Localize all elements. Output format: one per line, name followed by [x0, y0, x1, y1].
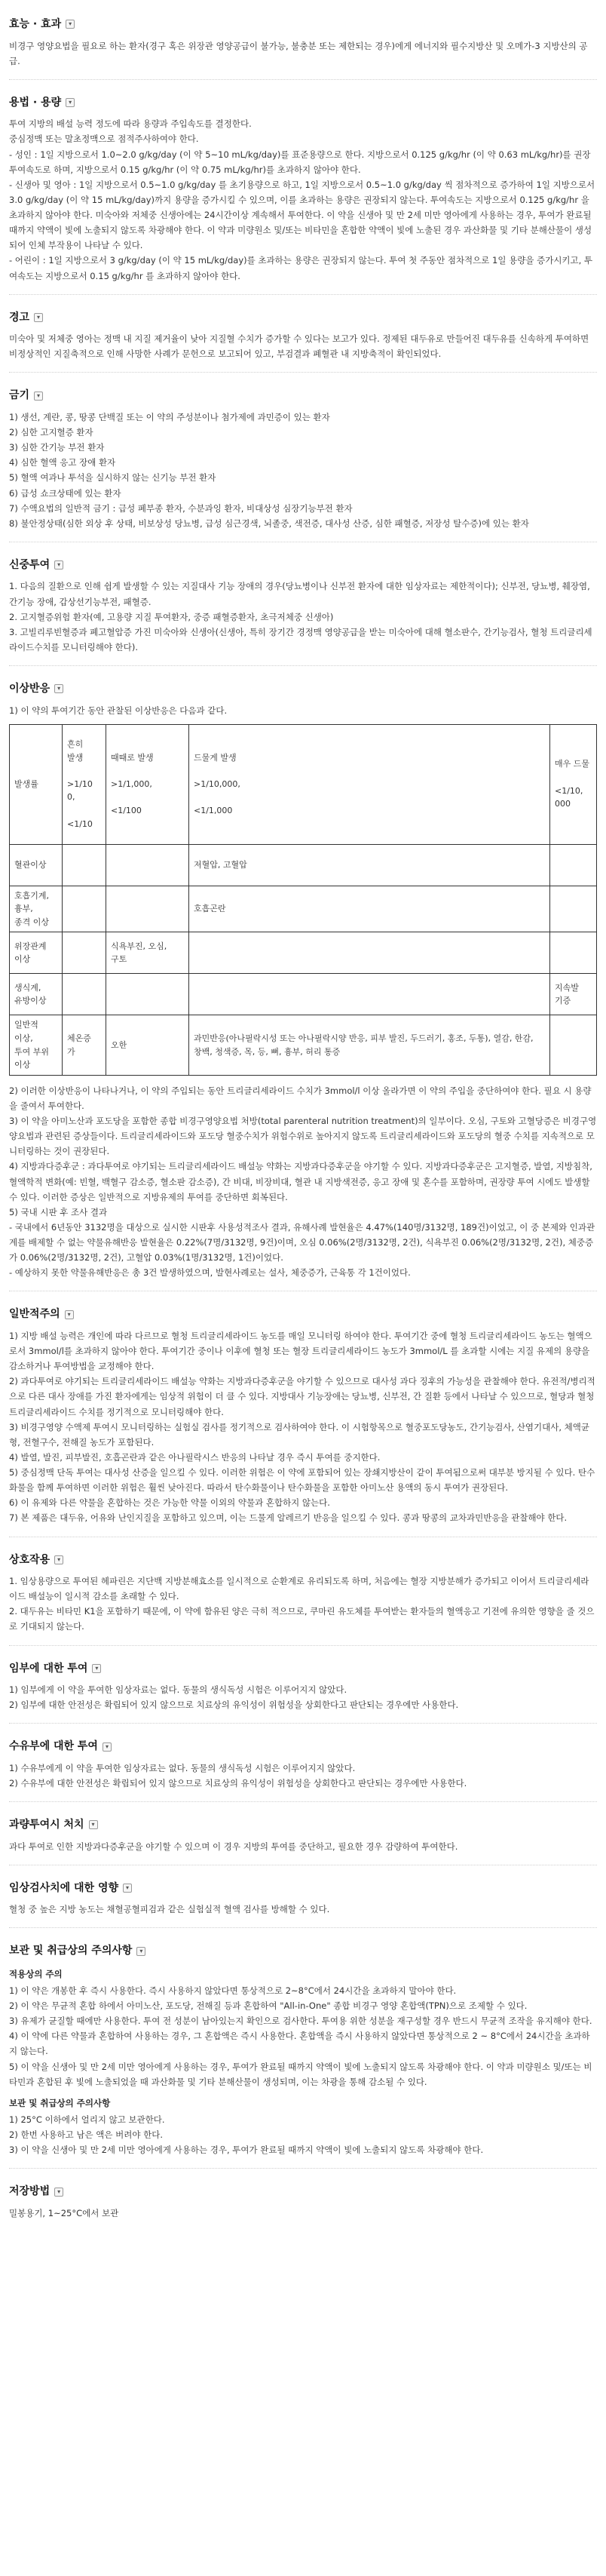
collapse-toggle-icon[interactable]: ▾ [123, 1884, 132, 1893]
section-title: 경고 [9, 311, 30, 324]
table-cell [550, 932, 597, 974]
section-lines [9, 579, 597, 655]
section-dosage [9, 84, 597, 295]
table-row-label: 호흡기계, 흉부, 종격 이상 [10, 886, 63, 932]
text-line: 7) 수액요법의 일반적 금기 : 급성 폐부종 환자, 수분과잉 환자, 비대상성 심장기능부전 환자 [9, 502, 353, 514]
table-row [10, 886, 597, 932]
text-line: 3) 이 약을 아미노산과 포도당을 포함한 종합 비경구영양요법 처방(total parenteral nutrition treatment)의 일부이다. 오심, 구토와 고혈당증은 비경구영양요법과 관련된 증상들이다. 트리글리세라이드와 포도당 혈중수치가 위험수위로 높아지지 않도록 트리글리세라이드와 포도당의 혈중 수치를 지속적으로 모니터링하는 것이 권장된다. [9, 1116, 597, 1157]
text-line: 5) 국내 시판 후 조사 결과 [9, 1206, 108, 1217]
section-text: 밀봉용기, 1~25°C에서 보관 [9, 2207, 119, 2218]
section-overdose [9, 1807, 597, 1865]
section-text: 비경구 영양요법을 필요로 하는 환자(경구 혹은 위장관 영양공급이 불가능, 불충분 또는 제한되는 경우)에게 에너지와 필수지방산 및 오메가-3 지방산의 공급. [9, 40, 588, 66]
table-cell: 과민반응(아나필락시성 또는 아나필락시양 반응, 피부 발진, 두드러기, 홍조, 두통), 열감, 한감, 창백, 청색증, 목, 등, 뼈, 흉부, 허리 통증 [189, 1015, 550, 1075]
section-storage-cautions [9, 1933, 597, 2169]
section-lines [9, 410, 597, 531]
table-cell: 오한 [106, 1015, 189, 1075]
text-line: 4) 지방과다증후군 : 과다투여로 야기되는 트리글리세라이드 배설능 약화는 지방과다증후군을 야기할 수 있다. 지방과다증후군은 고지혈증, 발열, 지방침착, 혈액학적 변화(예: 빈혈, 백혈구 감소증, 혈소판 감소증), 간 비대, 비장비대, 혈관 내 지방색전증, 응고 장애 및 혼수를 포함하며, 권장량 투여 시에도 발생할 수 있다. 이러한 증상은 일반적으로 지방유제의 투여를 중단하면 회복된다. [9, 1161, 592, 1202]
table-cell [189, 932, 550, 974]
subsection-title: 보관 및 취급상의 주의사항 [9, 2097, 111, 2108]
table-cell [550, 886, 597, 932]
text-line: 1) 임부에게 이 약을 투여한 임상자료는 없다. 동물의 생식독성 시험은 이루어지지 않았다. [9, 1684, 347, 1696]
table-header-cell: 드물게 발생 >1/10,000, <1/1,000 [189, 724, 550, 844]
text-line: 1. 임상용량으로 투여된 헤파린은 지단백 지방분해효소를 일시적으로 순환계로 유리되도록 하며, 처음에는 혈장 지방분해가 증가되고 이어서 트리글리세라이드 배설능이 일시적 감소를 초래할 수 있다. [9, 1576, 589, 1602]
table-cell: 지속발 기증 [550, 974, 597, 1015]
text-line: - 예상하지 못한 약물유해반응은 총 3건 발생하였으며, 발현사례로는 설사, 체중증가, 근육통 각 1건이었다. [9, 1267, 411, 1279]
section-lab [9, 1870, 597, 1929]
collapse-toggle-icon[interactable]: ▾ [54, 560, 63, 570]
section-adverse [9, 671, 597, 1291]
collapse-toggle-icon[interactable]: ▾ [89, 1820, 98, 1829]
table-cell [550, 844, 597, 886]
table-cell [63, 844, 106, 886]
section-lactation [9, 1728, 597, 1802]
text-line: 2) 심한 고지혈증 환자 [9, 427, 93, 438]
section-title: 일반적주의 [9, 1308, 60, 1321]
text-line: - 어린이 : 1일 지방으로서 3 g/kg/day (이 약 15 mL/kg/day)를 초과하는 용량은 권장되지 않는다. 투여 첫 주동안 점차적으로 1일 용량을 증가시키고, 투여속도는 지방으로서 0.15 g/kg/hr 를 초과하지 않아야 한다. [9, 255, 593, 281]
text-line: 2) 이 약은 무균적 혼합 하에서 아미노산, 포도당, 전해질 등과 혼합하여 "All-in-One" 종합 비경구 영양 혼합액(TPN)으로 조제할 수 있다. [9, 2000, 528, 2012]
table-row-label: 일반적 이상, 투여 부위 이상 [10, 1015, 63, 1075]
table-cell: 저혈압, 고혈압 [189, 844, 550, 886]
section-lines [9, 116, 597, 283]
section-lines [9, 1682, 597, 1712]
text-line: 4) 이 약에 다른 약물과 혼합하여 사용하는 경우, 그 혼합액은 즉시 사용한다. 혼합액을 즉시 사용하지 않았다면 통상적으로 2 ~ 8°C에서 24시간을 초과하지 않는다. [9, 2031, 590, 2057]
section-title: 효능 · 효과 [9, 18, 62, 30]
table-row [10, 974, 597, 1015]
section-lines [9, 1574, 597, 1635]
text-line: 6) 이 유제와 다른 약물을 혼합하는 것은 가능한 약물 이외의 약물과 혼합하지 않는다. [9, 1497, 330, 1509]
table-cell [106, 844, 189, 886]
text-line: 1) 지방 배설 능력은 개인에 따라 다르므로 혈청 트리글리세라이드 농도를 매일 모니터링 하여야 한다. 투여기간 중에 혈청 트리글리세라이드 농도는 혈액으로서 3mmol/l를 초과하지 않아야 한다. 투여기간 중이나 이후에 혈청 또는 혈장 트리글리세라이드 농도가 3mmol/L 를 초과할 시에는 지질 유제의 용량을 감소하거나 투여방법을 교정해야 한다. [9, 1330, 592, 1372]
text-line: 5) 이 약을 신생아 및 만 2세 미만 영아에게 사용하는 경우, 투여가 완료될 때까지 약액이 빛에 노출되지 않도록 차광해야 한다. 이 약과 미량원소 및/또는 비타민과 혼합된 후 빛에 노출되었을 때 과산화물 및 기타 분해산물이 생성되며, 이는 차광을 통해 감소될 수 있다. [9, 2061, 592, 2087]
collapse-toggle-icon[interactable]: ▾ [34, 391, 43, 401]
text-line: 2. 고지혈증위험 환자(예, 고용량 지질 투여환자, 중증 패혈증환자, 초극저체중 신생아) [9, 611, 334, 622]
collapse-toggle-icon[interactable]: ▾ [92, 1664, 101, 1673]
section-lines [9, 1328, 597, 1526]
table-cell [106, 974, 189, 1015]
section-title: 용법 · 용량 [9, 96, 62, 109]
collapse-toggle-icon[interactable]: ▾ [54, 684, 63, 693]
collapse-toggle-icon[interactable]: ▾ [66, 20, 75, 29]
collapse-toggle-icon[interactable]: ▾ [54, 2188, 63, 2197]
text-line: 7) 본 제품은 대두유, 어유와 난인지질을 포함하고 있으며, 이는 드물게 알레르기 반응을 일으킬 수 있다. 콩과 땅콩의 교차과민반응을 관찰해야 한다. [9, 1512, 568, 1524]
text-line: 4) 심한 혈액 응고 장애 환자 [9, 457, 116, 468]
table-header-cell: 매우 드물 <1/10, 000 [550, 724, 597, 844]
text-line: 2) 한번 사용하고 남은 액은 버려야 한다. [9, 2129, 164, 2141]
section-warning [9, 299, 597, 373]
table-row [10, 844, 597, 886]
adverse-reaction-table [9, 724, 597, 1076]
section-title: 과량투여시 처치 [9, 1819, 84, 1831]
table-header-cell: 발생률 [10, 724, 63, 844]
text-line: 1) 생선, 계란, 콩, 땅콩 단백질 또는 이 약의 주성분이나 첨가제에 과민증이 있는 환자 [9, 411, 330, 422]
text-line: 6) 급성 쇼크상태에 있는 환자 [9, 487, 121, 499]
text-line: 1. 다음의 질환으로 인해 쉽게 발생할 수 있는 지질대사 기능 장애의 경우(당뇨병이나 신부전 환자에 대한 임상자료는 제한적이다); 신부전, 당뇨병, 췌장염, 간기능 장애, 갑상선기능부전, 패혈증. [9, 581, 590, 607]
section-title: 보관 및 취급상의 주의사항 [9, 1945, 133, 1957]
text-line: 3) 비경구영양 수액제 투여시 모니터링하는 실험실 검사를 정기적으로 검사하여야 한다. 이 시험항목으로 혈중포도당농도, 간기능검사, 산염기대사, 체액균형, 전혈구수, 전해질 농도가 포함된다. [9, 1421, 590, 1448]
text-line: 4) 발열, 발진, 피부발진, 호흡곤란과 같은 아나필락시스 반응의 나타날 경우 즉시 투여를 중지한다. [9, 1451, 381, 1463]
section-text: 혈청 중 높은 지방 농도는 채혈공혈피검과 같은 실험실적 혈액 검사를 방해할 수 있다. [9, 1904, 330, 1915]
table-header-cell: 흔히 발생 >1/10 0, <1/10 [63, 724, 106, 844]
text-line: 2) 과다투여로 야기되는 트리글리세라이드 배설능 약화는 지방과다증후군을 야기할 수 있으므로 대사성 과다 징후의 가능성을 관찰해야 한다. 유전적/병리적으로 다른 대사 장애를 가진 환자에게는 임상적 위험이 더 클 수 있다. 지방대사 기능장애는 당뇨병, 신부전, 간 질환 등에서 나타날 수 있으므로, 혈당과 혈청 트리글리세라이드 수치를 정기적으로 모니터링해야 한다. [9, 1376, 595, 1417]
table-cell: 호흡곤란 [189, 886, 550, 932]
collapse-toggle-icon[interactable]: ▾ [54, 1555, 63, 1564]
text-line: 3) 심한 간기능 부전 환자 [9, 442, 105, 453]
section-text: 과다 투여로 인한 지방과다증후군을 야기할 수 있으며 이 경우 지방의 투여를 중단하고, 필요한 경우 감량하여 투여한다. [9, 1841, 458, 1852]
section-text: 미숙아 및 저체중 영아는 정맥 내 지질 제거율이 낮아 지질혈 수치가 증가할 수 있다는 보고가 있다. 정제된 대두유로 만들어진 대두유를 신속하게 투여하면 비정상적인 지질축적으로 인해 사망한 사례가 문헌으로 보고되어 있고, 부검결과 폐혈관 내 지방축적이 확인되었다. [9, 333, 589, 360]
text-line: 5) 중심정맥 단독 투여는 대사성 산증을 일으킬 수 있다. 이러한 위험은 이 약에 포함되어 있는 장쇄지방산이 같이 투여됨으로써 대부분 방지될 수 있다. 탄수화물을 함께 투여하면 이러한 위험은 훨씬 낮아진다. 따라서 탄수화물이나 탄수화물을 포함한 아미노산 용액의 동시 투여가 권장된다. [9, 1467, 595, 1494]
section-lines [9, 2112, 597, 2157]
table-cell [63, 932, 106, 974]
table-cell [189, 974, 550, 1015]
section-intro: 1) 이 약의 투여기간 동안 관찰된 이상반응은 다음과 같다. [9, 705, 228, 716]
text-line: 투여 지방의 배설 능력 정도에 따라 용량과 주입속도를 결정한다. [9, 118, 252, 130]
text-line: - 신생아 및 영아 : 1일 지방으로서 0.5~1.0 g/kg/day 를 초기용량으로 하고, 1일 지방으로서 0.5~1.0 g/kg/day 씩 점차적으로 증가하여 1일 지방으로서 3.0 g/kg/day (이 약 15 mL/kg/day)까지 용량을 증가시킬 수 있으며, 이를 초과하는 용량은 권장되지 않는다. 투여속도는 지방으로서 0.125 g/kg/hr 을 초과하지 않아야 한다. 미숙아와 저체중 신생아에는 24시간이상 계속해서 투여한다. 이 약을 신생아 및 만 2세 미만 영아에게 사용하는 경우, 투여가 완료될 때까지 약액이 빛에 노출되지 않도록 차광해야 한다. 이 약과 미량원소 및/또는 비타민을 혼합한 약액이 빛에 노출된 경우 과산화물 및 기타 분해산물이 생성되어 인체 부작용이 나타날 수 있다. [9, 179, 595, 251]
section-title: 저장방법 [9, 2185, 50, 2198]
section-title: 금기 [9, 389, 30, 402]
collapse-toggle-icon[interactable]: ▾ [65, 1310, 74, 1319]
text-line: 5) 혈액 여과나 투석을 실시하지 않는 신기능 부전 환자 [9, 472, 216, 484]
text-line: 3. 고빌리루빈혈증과 폐고혈압증 가진 미숙아와 신생아(신생아, 특히 장기간 경정맥 영양공급을 받는 미숙아에 대해 혈소판수, 간기능검사, 혈청 트리글리세라이드수치를 모니터링해야 한다). [9, 626, 592, 652]
section-title: 임상검사치에 대한 영향 [9, 1881, 118, 1894]
table-cell [106, 886, 189, 932]
collapse-toggle-icon[interactable]: ▾ [34, 313, 43, 322]
section-title: 수유부에 대한 투여 [9, 1740, 98, 1753]
section-caution-admin [9, 547, 597, 666]
section-title: 상호작용 [9, 1553, 50, 1566]
table-cell [63, 974, 106, 1015]
section-lines [9, 1761, 597, 1791]
text-line: 3) 이 약을 신생아 및 만 2세 미만 영아에게 사용하는 경우, 투여가 완료될 때까지 약액이 빛에 노출되지 않도록 차광해야 한다. [9, 2145, 484, 2156]
table-cell: 식욕부진, 오심, 구토 [106, 932, 189, 974]
section-storage [9, 2173, 597, 2231]
section-lines [9, 1983, 597, 2089]
section-general [9, 1296, 597, 1537]
collapse-toggle-icon[interactable]: ▾ [66, 98, 75, 107]
section-interactions [9, 1542, 597, 1646]
text-line: 8) 불안정상태(심한 외상 후 상태, 비보상성 당뇨병, 급성 심근경색, 뇌졸중, 색전증, 대사성 산증, 심한 패혈증, 저장성 탈수증)에 있는 환자 [9, 517, 529, 529]
text-line: 2. 대두유는 비타민 K1을 포함하기 때문에, 이 약에 함유된 양은 극히 적으므로, 쿠마린 유도체를 투여받는 환자들의 혈액응고 기전에 유의한 영향을 줄 것으로 기대되지 않는다. [9, 1606, 595, 1632]
table-cell [550, 1015, 597, 1075]
section-title: 임부에 대한 투여 [9, 1662, 88, 1675]
text-line: 2) 임부에 대한 안전성은 확립되어 있지 않으므로 치료상의 유익성이 위험성을 상회한다고 판단되는 경우에만 사용한다. [9, 1699, 459, 1711]
text-line: 1) 수유부에게 이 약을 투여한 임상자료는 없다. 동물의 생식독성 시험은 이루어지지 않았다. [9, 1762, 356, 1773]
text-line: 3) 유제가 균질할 때에만 사용한다. 투여 전 성분이 남아있는지 확인으로 검사한다. 투여용 위한 성분을 재구성할 경우 반드시 무균적 조작을 유지해야 한다. [9, 2016, 592, 2027]
collapse-toggle-icon[interactable]: ▾ [136, 1947, 145, 1956]
section-lines [9, 1083, 597, 1281]
text-line: 2) 수유부에 대한 안전성은 확립되어 있지 않으므로 치료상의 유익성이 위험성을 상회한다고 판단되는 경우에만 사용한다. [9, 1777, 467, 1788]
table-row-label: 혈관이상 [10, 844, 63, 886]
text-line: 중심정맥 또는 말초정맥으로 점적주사하여야 한다. [9, 134, 199, 145]
section-contraindications [9, 377, 597, 542]
text-line: - 국내에서 6년동안 3132명을 대상으로 실시한 시판후 사용성적조사 결과, 유해사례 발현율은 4.47%(140명/3132명, 189건)이었고, 이 중 본제와 인과관계를 배제할 수 없는 약물유해반응 발현율은 0.22%(7명/3132명, 9건)이며, 오심 0.06%(2명/3132명, 2건), 식욕부진 0.06%(2명/3132명, 2건), 체중증가 0.06%(2명/3132명, 2건), 고혈압 0.03%(1명/3132명, 1건)이었다. [9, 1221, 595, 1263]
section-title: 신중투여 [9, 558, 50, 571]
collapse-toggle-icon[interactable]: ▾ [103, 1742, 112, 1752]
table-header-cell: 때때로 발생 >1/1,000, <1/100 [106, 724, 189, 844]
table-row [10, 932, 597, 974]
section-title: 이상반응 [9, 683, 50, 695]
text-line: 2) 이러한 이상반응이 나타나거나, 이 약의 주입되는 동안 트리글리세라이드 수치가 3mmol/l 이상 올라가면 이 약의 주입을 중단하여야 한다. 필요 시 용량을 줄여서 투여한다. [9, 1085, 592, 1111]
text-line: 1) 25°C 이하에서 얼리지 않고 보관한다. [9, 2114, 165, 2125]
table-row-label: 생식계, 유방이상 [10, 974, 63, 1015]
table-cell: 체온증 가 [63, 1015, 106, 1075]
table-cell [63, 886, 106, 932]
table-row-label: 위장관계 이상 [10, 932, 63, 974]
section-pregnancy [9, 1650, 597, 1724]
table-row [10, 1015, 597, 1075]
text-line: - 성인 : 1일 지방으로서 1.0~2.0 g/kg/day (이 약 5~10 mL/kg/day)를 표준용량으로 한다. 지방으로서 0.125 g/kg/hr (이 약 0.63 mL/kg/hr)를 권장투여속도로 하며, 지방으로서 0.15 g/kg/hr (이 약 0.75 mL/kg/hr)를 초과하지 않아야 한다. [9, 149, 591, 175]
subsection-title: 적용상의 주의 [9, 1968, 63, 1979]
text-line: 1) 이 약은 개봉한 후 즉시 사용한다. 즉시 사용하지 않았다면 통상적으로 2~8°C에서 24시간을 초과하지 말아야 한다. [9, 1985, 457, 1996]
section-efficacy [9, 6, 597, 80]
